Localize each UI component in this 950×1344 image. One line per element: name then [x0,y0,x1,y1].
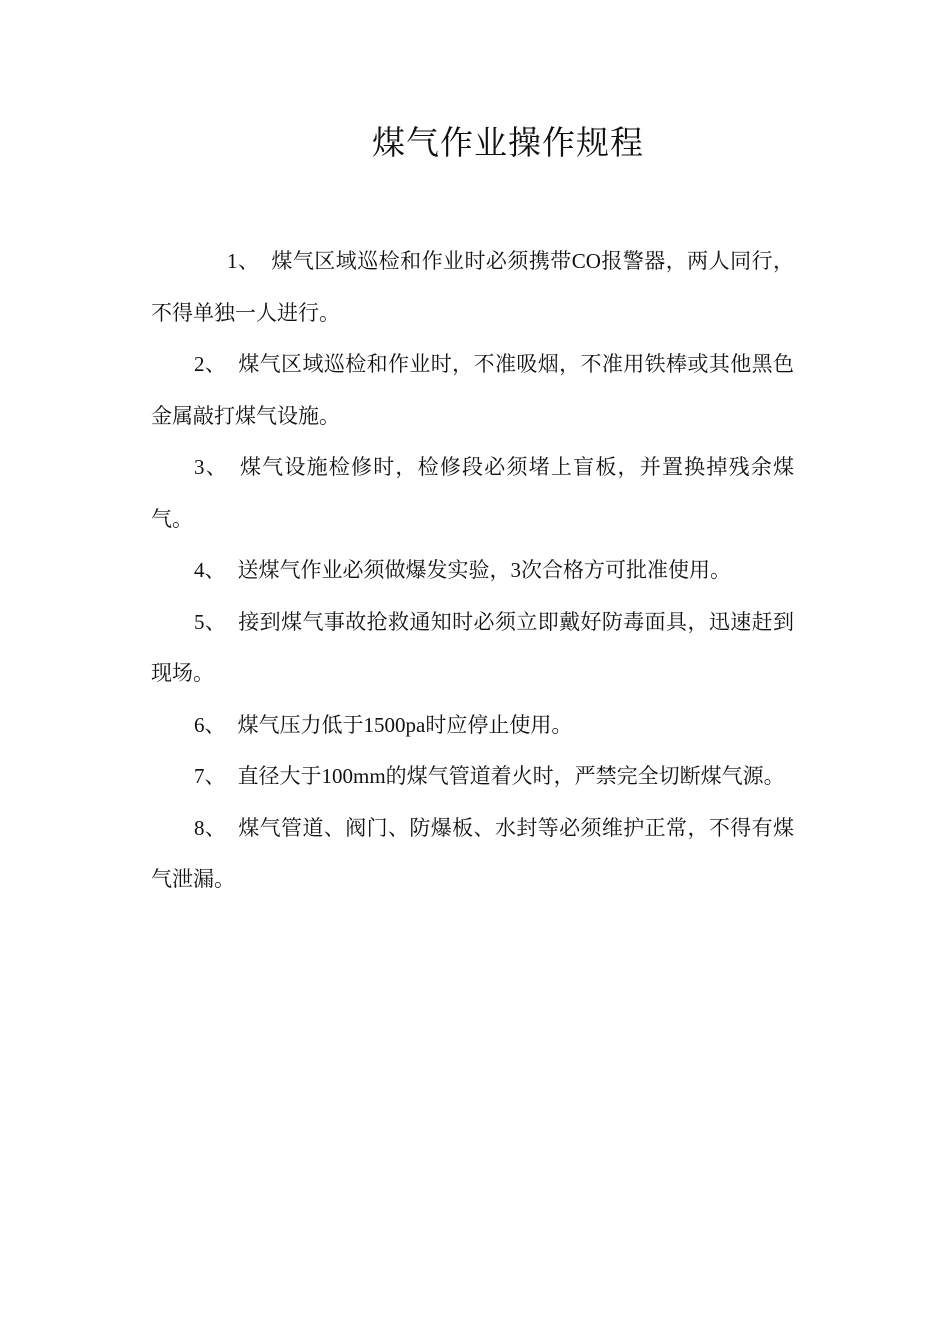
rule-item-1 [151,236,794,339]
rule-text: 煤气设施检修时，检修段必须堵上盲板，并置换掉残余煤气。 [151,455,795,531]
rule-number: 4 [194,558,205,582]
rule-item-5 [151,597,794,700]
rule-text: 煤气区域巡检和作业时，不准吸烟，不准用铁棒或其他黑色金属敲打煤气设施。 [151,352,795,428]
rule-item-8 [151,803,794,906]
rule-item-7 [151,751,794,803]
rule-number: 6 [194,712,205,737]
rule-item-3 [151,442,794,545]
rule-number: 5 [194,609,205,634]
rule-separator: 、 [237,249,260,273]
rule-text: 直径大于100mm的煤气管道着火时，严禁完全切断煤气源。 [237,764,785,788]
rule-item-2 [151,339,794,442]
rule-separator: 、 [204,352,227,376]
rule-separator: 、 [204,712,226,737]
rule-text: 接到煤气事故抢救通知时必须立即戴好防毒面具，迅速赶到现场。 [151,609,795,685]
rule-item-6 [151,700,794,752]
rule-separator: 、 [204,764,226,788]
rule-text: 煤气区域巡检和作业时必须携带CO报警器，两人同行，不得单独一人进行。 [151,249,794,325]
rule-separator: 、 [204,455,228,479]
rule-separator: 、 [204,815,227,840]
rule-text: 煤气压力低于1500pa时应停止使用。 [237,712,573,737]
rule-separator: 、 [204,609,227,634]
rule-text: 送煤气作业必须做爆发实验，3次合格方可批准使用。 [237,558,731,582]
rule-number: 3 [194,455,205,479]
rules-list [151,236,794,906]
rule-number: 1 [227,249,238,273]
rule-separator: 、 [204,558,226,582]
rule-text: 煤气管道、阀门、防爆板、水封等必须维护正常，不得有煤气泄漏。 [151,815,795,891]
rule-number: 8 [194,815,205,840]
rule-item-4 [151,545,794,597]
rule-number: 7 [194,764,205,788]
rule-number: 2 [194,352,205,376]
document-title: 煤气作业操作规程 [372,126,644,162]
